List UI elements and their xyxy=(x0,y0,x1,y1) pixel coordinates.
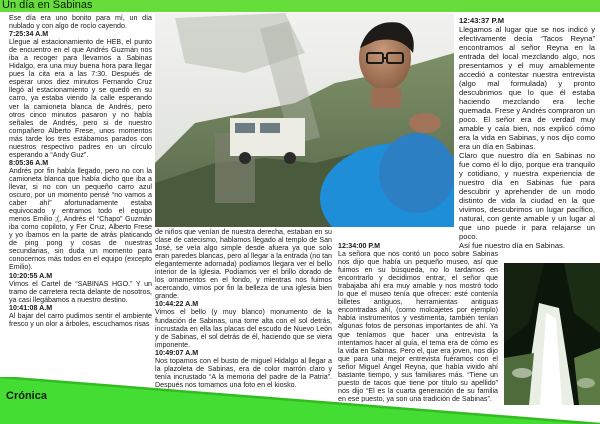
footer-band xyxy=(0,377,600,424)
timestamp: 10:20:55 A.M xyxy=(9,271,53,280)
paragraph: Andrés por fin había llegado, pero no con la camioneta blanca que había dicho que iba a llevar, si no con un pequeño carro azul oscuro, por un momento pensé “no vamos a caber ahí” afortunadamente estaba equivocado y entramos todo el equipo menos Emilio ;(, Andrés el “Chapo” Guzmán iba como copiloto, y Fer Cruz, Alberto Frese y yo íbamos en la parte de atrás platicando de ping pong y cosas de nuestras secundarias, sin duda un momento para conocernos más todos en el equipo (excepto Emilio). xyxy=(9,166,152,272)
text-column-1 xyxy=(9,14,152,374)
timestamp: 12:43:37 P.M xyxy=(459,16,505,25)
paragraph: Llegue al estacionamiento de HEB, el punto de encuentro en el que Andrés Guzmán nos iba a recoger para llevarnos a Sabinas Hidalgo, era una muy buena hora para llegar pues la cita era a las 7:30. Después de esperar unos diez minutos Fernando Cruz llegó al estacionamiento y se quedó en su carro, ya estaba viendo la calle esperando ver la camioneta blanca de Andrés, pero otros cinco minutos pasaron y no había señales de Andrés, pero si de nuestro compañero Alberto Frese, unos momentos más tarde los tres estábamos parados con nuestros respectivo padres en un círculo esperando a “Andy Guz”. xyxy=(9,38,152,159)
timestamp: 10:44:22 A.M xyxy=(155,300,199,309)
section-label: Crónica xyxy=(6,390,47,402)
text-column-4 xyxy=(459,16,595,258)
paragraph: Vimos el bello (y muy blanco) monumento de la fundación de Sabinas, una torre alta con el sol detrás, incrustada en ella las placas del escudo de Nuevo León y de Sabinas, el sol detrás de él, haciendo que se viera imponente. xyxy=(155,308,332,349)
paragraph: Así fue nuestro día en Sabinas. xyxy=(459,241,565,250)
paragraph: Nos topamos con el busto de miguel Hidalgo al llegar a la plazoleta de Sabinas, era de color marrón claro y tenía incrustado “A la memoria del padre de la Patria”. Después nos tomamos una foto en el kiosko. xyxy=(155,356,332,389)
timestamp: 7:25:34 A.M xyxy=(9,30,49,39)
timestamp: 10:41:08 A.M xyxy=(9,303,53,312)
paragraph: Llegamos al lugar que se nos indicó y efectivamente decía “Tacos Reyna” encontramos al señor Reyna en la entrada del local mezclando algo, nos presentamos y el muy amablemente accedió a contestar nuestra entrevista (algo mal formulada) y pronto descubrimos que lo que él estaba haciendo mezclando era leche quemada. Frese y Andrés compraron un poco. El señor era de verdad muy amable y caía bien, nos explicó cómo era la vida en Sabinas, y nos dijo como era un día en Sabinas. xyxy=(459,25,595,151)
paragraph: Al bajar del carro pudimos sentir el ambiente fresco y un olor a árboles, escuchamos risas xyxy=(9,311,152,328)
timestamp: 12:34:00 P.M xyxy=(338,242,381,250)
paragraph: Vimos el Cartel de “SABINAS HGO.” Y un tramo de carretera recta delante de nosotros, ya casi llegábamos a nuestro destino. xyxy=(9,279,152,304)
page-title: Un día en Sabinas xyxy=(2,0,93,11)
paragraph: Ese día era uno bonito para mí, un día nublado y con algo de rocío cayendo. xyxy=(9,14,152,31)
selfie-photo xyxy=(155,13,454,227)
paragraph: La señora que nos contó un poco sobre Sabinas nos dijo que había un pequeño museo, así que fuimos en su búsqueda, no lo tardamos en encontrarlo y decidimos entrar, el señor que trabajaba ahí era muy amable y nos mostró todo lo que el museo tenía que ofrecer: esté contenía billetes antiguos, herramientas antiguas encontradas ahí, (como molcajetes por ejemplo) había instrumentos y vestimenta, también tenían algunas fotos de personas importantes de ahí. Ya que teníamos que hacer una entrevista la intentamos hacer al guía, el tema era de cómo es la vida en Sabinas. Pero el, que era joven, nos dijo que para una mejor entrevista fuéramos con el señor Miguel Ángel Reyna, que había vivido ahí bastante tiempo, y sus familiares más. “Tiene un puesto de tacos que tiene por título su apellido” nos dijo “El es la cuarta generación de su familia en ese puesto, ya son una tradición de Sabinas”. xyxy=(338,250,498,403)
timestamp: 10:49:07 A.M xyxy=(155,348,199,357)
timestamp: 8:05:36 A.M xyxy=(9,158,49,167)
paragraph: Claro que nuestro día en Sabinas no fue como él lo dijo, porque era tranquilo y cotidiano, y nuestra experiencia de nuestro día en Sabinas fue para descubrir y aprehender de un modo distinto de vida la ciudad en la que vivimos, descubrimos un lugar pacífico, natural, con gente amable y un lugar al que uno puede ir para relajarse un poco. xyxy=(459,151,595,241)
paragraph: de niños que venían de nuestra derecha, estaban en su clase de catecismo, hablamos llegado al templo de San José, se veía algo simple desde afuera ya que solo eran paredes blancas, pero al llegar a la entrada (no tan elegantemente adornada) podíamos llegara ver el bello interior de la Iglesia. Podíamos ver el brillo dorado de los ornamentos en el fondo, y mientras nos fuimos acercando, vimos por fin la belleza de una iglesia bien grande. xyxy=(155,228,332,301)
